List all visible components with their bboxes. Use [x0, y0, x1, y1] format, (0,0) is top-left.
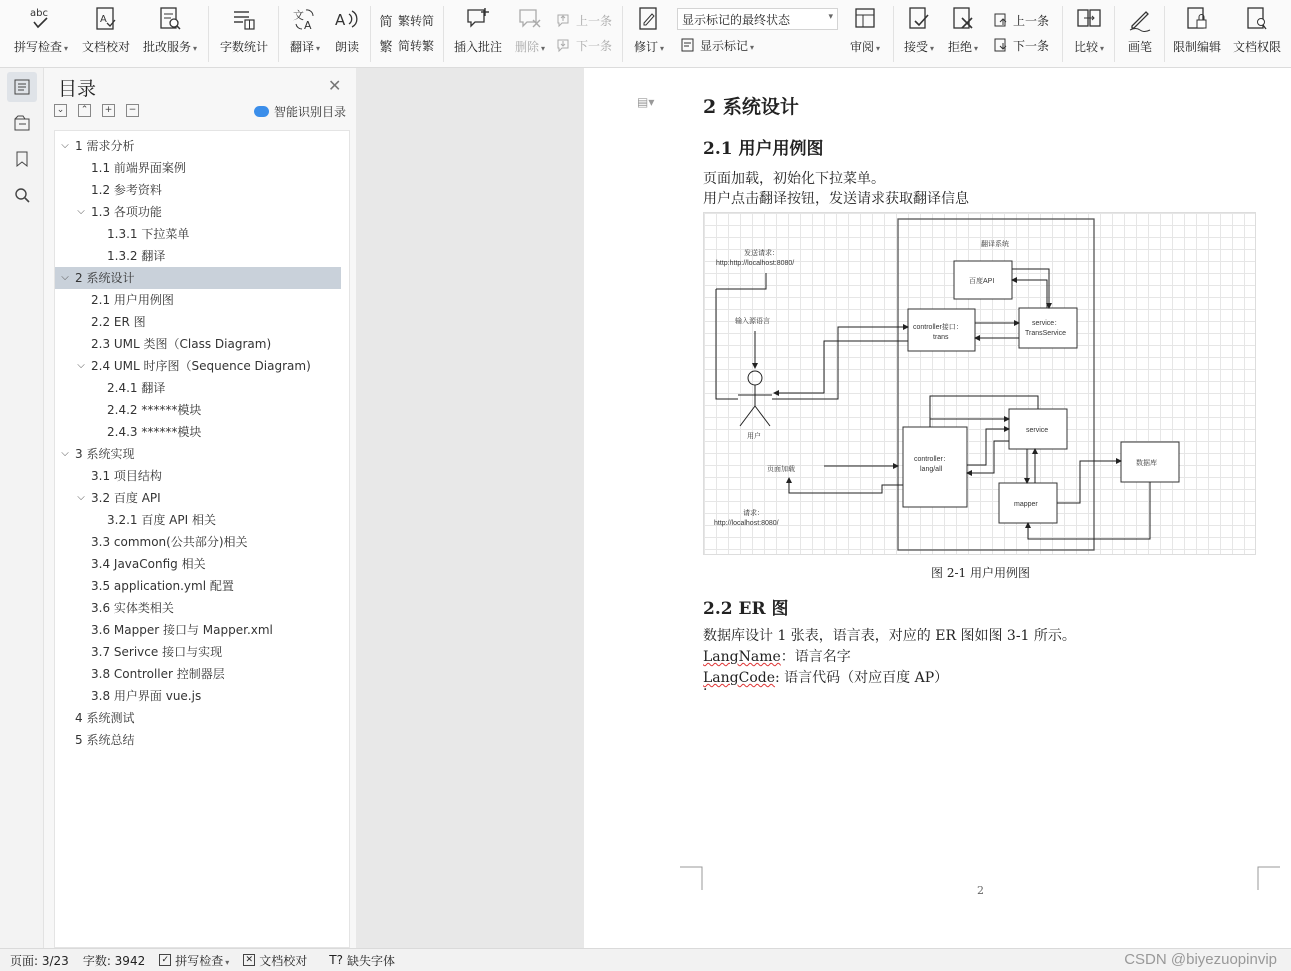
diagram-controller-trans-1: controller接口：: [913, 324, 963, 331]
next-comment-icon: [556, 37, 572, 53]
toc-item-label: 2.1 用户用例图: [91, 293, 174, 307]
expand-up-icon[interactable]: ⌃: [78, 104, 91, 117]
svg-text:A: A: [304, 19, 312, 32]
prev-change-icon: [993, 12, 1009, 28]
collapse-all-icon[interactable]: ⌄: [54, 104, 67, 117]
read-aloud-icon: [334, 4, 360, 34]
toc-item-label: 3.2.1 百度 API 相关: [107, 513, 216, 527]
toc-item-label: 2.4.3 ******模块: [107, 425, 202, 439]
heading-system-design: 2 系统设计: [703, 96, 799, 118]
toc-item-label: 3.6 实体类相关: [91, 601, 174, 615]
revise-button[interactable]: 修订 ▾: [630, 4, 668, 64]
toc-item[interactable]: [55, 223, 341, 245]
toc-item-label: 2.2 ER 图: [91, 315, 146, 329]
proof-icon: ✕: [243, 954, 255, 966]
page-corner-mark: [1256, 866, 1280, 890]
accept-icon: [906, 4, 932, 34]
paragraph-langname: [703, 646, 851, 666]
chevron-down-icon[interactable]: ⌵: [77, 206, 85, 217]
revise-icon: [636, 4, 662, 34]
prev-comment-button[interactable]: 上一条: [556, 9, 612, 31]
separator: [208, 6, 209, 62]
toc-item[interactable]: [55, 289, 341, 311]
toc-item[interactable]: [55, 135, 341, 157]
separator: [622, 6, 623, 62]
toc-item[interactable]: [55, 179, 341, 201]
toc-item-label: 1.3 各项功能: [91, 205, 162, 219]
chevron-down-icon[interactable]: ⌵: [61, 140, 69, 151]
status-bar: [0, 948, 1291, 971]
review-icon: [852, 4, 878, 34]
svg-text:文: 文: [293, 9, 304, 22]
diagram-input-lang: 输入源语言: [735, 318, 770, 325]
toc-item-label: 1.3.2 翻译: [107, 249, 166, 263]
trad-simp-icon: 简: [379, 14, 393, 30]
diagram-database: 数据库: [1136, 460, 1157, 467]
translate-button[interactable]: 文 A 翻译 ▾: [286, 4, 324, 64]
nav-icon-strip: [0, 68, 44, 948]
search-icon[interactable]: [7, 180, 37, 210]
toc-item-label: 4 系统测试: [75, 711, 135, 725]
diagram-baidu-api: 百度API: [969, 278, 995, 285]
show-marks-button[interactable]: 显示标记 ▾: [680, 34, 754, 56]
simp-trad-icon: 繁: [379, 39, 393, 55]
figure-caption: 图 2-1 用户用例图: [931, 566, 1030, 580]
review-button[interactable]: 审阅 ▾: [846, 4, 884, 64]
toc-item[interactable]: [55, 355, 341, 377]
toc-item-label: 1 需求分析: [75, 139, 135, 153]
toc-item-label: 1.2 参考资料: [91, 183, 162, 197]
diagram-system-title: 翻译系统: [981, 241, 1009, 248]
toc-item[interactable]: [55, 619, 341, 641]
paragraph-db-design: 数据库设计 1 张表，语言表，对应的 ER 图如图 3-1 所示。: [703, 628, 1076, 644]
separator: [1164, 6, 1165, 62]
diagram-service-trans-2: TransService: [1025, 330, 1066, 337]
missing-font-icon: T?: [329, 953, 343, 967]
diagram-service: service: [1026, 427, 1049, 434]
compare-button[interactable]: 比较 ▾: [1070, 4, 1108, 64]
restrict-edit-icon: [1184, 4, 1210, 34]
diagram-mapper: mapper: [1014, 501, 1038, 508]
diagram-controller-lang-1: controller：: [914, 456, 950, 463]
diagram-service-trans-1: service：: [1032, 320, 1062, 327]
chapter-nav-icon[interactable]: [7, 108, 37, 138]
toc-item[interactable]: [55, 377, 341, 399]
field-langname-desc: ：语言名字: [780, 649, 851, 665]
toc-item[interactable]: [55, 399, 341, 421]
delete-comment-icon: [517, 4, 543, 34]
toc-item[interactable]: [55, 465, 341, 487]
toc-item[interactable]: [55, 333, 341, 355]
accept-button[interactable]: 接受 ▾: [900, 4, 938, 64]
toc-item-label: 5 系统总结: [75, 733, 135, 747]
toc-item-label: 1.1 前端界面案例: [91, 161, 186, 175]
pen-button[interactable]: 画笔: [1122, 4, 1158, 64]
separator: [893, 6, 894, 62]
prev-change-button[interactable]: 上一条: [993, 9, 1049, 31]
toc-item-label: 3.4 JavaConfig 相关: [91, 557, 206, 571]
next-comment-button[interactable]: 下一条: [556, 34, 612, 56]
display-mode-select[interactable]: 显示标记的最终状态 ▾: [677, 8, 838, 30]
diagram-request-2: http://localhost:8080/: [714, 520, 779, 527]
ribbon-toolbar: [0, 0, 1291, 68]
batch-service-icon: [157, 4, 183, 34]
doc-permission-icon: [1244, 4, 1270, 34]
pen-icon: [1127, 4, 1153, 34]
toc-item[interactable]: [55, 597, 341, 619]
separator: [1114, 6, 1115, 62]
paragraph-translate-click: 用户点击翻译按钮，发送请求获取翻译信息: [703, 191, 969, 207]
page-number: 2: [977, 884, 984, 897]
toc-panel: [44, 68, 356, 948]
status-words[interactable]: 字数: 3942: [82, 953, 146, 968]
diagram-controller-trans-2: trans: [933, 334, 949, 341]
field-langname: LangName: [703, 649, 781, 665]
chevron-down-icon[interactable]: ⌵: [77, 360, 85, 371]
translate-icon: [292, 4, 318, 34]
diagram-request-1: 请求：: [743, 510, 764, 517]
toc-item-label: 3 系统实现: [75, 447, 135, 461]
toc-item[interactable]: [55, 531, 341, 553]
status-spell-check[interactable]: ✓ 拼写检查 ▾: [159, 952, 229, 969]
checkbox-icon: ✓: [159, 954, 171, 966]
page-corner-mark: [680, 866, 704, 890]
reject-icon: [950, 4, 976, 34]
toc-list: [54, 130, 350, 948]
toc-title: 目录: [58, 78, 97, 100]
toc-item[interactable]: [55, 311, 341, 333]
toc-item-label: 3.6 Mapper 接口与 Mapper.xml: [91, 623, 273, 637]
toc-item-label: 3.7 Serivce 接口与实现: [91, 645, 223, 659]
smart-toc-button[interactable]: 智能识别目录: [254, 103, 346, 120]
toc-item[interactable]: [55, 575, 341, 597]
bookmark-icon[interactable]: [7, 144, 37, 174]
spell-check-icon: [28, 4, 54, 34]
toc-item[interactable]: [55, 641, 341, 663]
toc-item[interactable]: [55, 157, 341, 179]
show-marks-icon: [680, 37, 696, 53]
next-change-button[interactable]: 下一条: [993, 34, 1049, 56]
paragraph-langcode: [703, 667, 948, 687]
toc-item[interactable]: [55, 443, 341, 465]
smart-ai-icon: [254, 106, 269, 117]
toc-item[interactable]: [55, 267, 341, 289]
batch-service-button[interactable]: 批改服务 ▾: [140, 4, 200, 64]
diagram-controller-lang-2: lang/all: [920, 466, 943, 473]
toc-item-label: 2.4 UML 时序图（Sequence Diagram): [91, 359, 311, 373]
toc-item[interactable]: [55, 509, 341, 531]
restrict-edit-button[interactable]: 限制编辑: [1170, 4, 1224, 64]
chevron-down-icon[interactable]: ⌵: [77, 492, 85, 503]
toc-item-label: 3.1 项目结构: [91, 469, 162, 483]
toc-item-label: 3.3 common(公共部分)相关: [91, 535, 248, 549]
heading-er-diagram: 2.2 ER 图: [703, 599, 789, 619]
toc-nav-icon[interactable]: [7, 72, 37, 102]
heading-use-case: 2.1 用户用例图: [703, 139, 824, 159]
word-count-icon: [231, 4, 257, 34]
doc-proof-button[interactable]: A 文档校对: [80, 4, 132, 64]
toc-item[interactable]: [55, 707, 341, 729]
toc-item[interactable]: [55, 553, 341, 575]
svg-text:A: A: [100, 14, 107, 25]
diagram-user: 用户: [747, 433, 761, 440]
diagram-page-load: 页面加载: [767, 466, 795, 473]
page-gutter: [356, 68, 584, 948]
toc-item-label: 2.4.1 翻译: [107, 381, 166, 395]
separator: [443, 6, 444, 62]
doc-proof-icon: [93, 4, 119, 34]
field-langcode-desc: : 语言代码（对应百度 AP）: [775, 670, 949, 686]
close-icon[interactable]: ✕: [328, 76, 342, 95]
word-count-button[interactable]: 字数统计: [218, 4, 270, 64]
toc-item[interactable]: [55, 685, 341, 707]
svg-text:A: A: [335, 11, 346, 29]
doc-permission-button[interactable]: 文档权限: [1230, 4, 1284, 64]
chevron-down-icon[interactable]: ⌵: [61, 272, 69, 283]
toc-item-label: 3.8 Controller 控制器层: [91, 667, 225, 681]
delete-comment-button[interactable]: 删除 ▾: [510, 4, 550, 64]
document-page: [584, 68, 1291, 948]
toc-item[interactable]: [55, 729, 341, 751]
toc-item-label: 3.8 用户界面 vue.js: [91, 689, 202, 703]
toc-item-label: 3.5 application.yml 配置: [91, 579, 234, 593]
toc-item[interactable]: [55, 487, 341, 509]
diagram-send-request-2: http:http://localhost:8080/: [716, 260, 795, 267]
status-page[interactable]: 页面: 3/23: [10, 953, 69, 968]
separator: [278, 6, 279, 62]
toc-item-label: 2 系统设计: [75, 271, 135, 285]
toc-item[interactable]: [55, 245, 341, 267]
svg-text:abc: abc: [30, 8, 48, 19]
paragraph-page-load: 页面加载，初始化下拉菜单。: [703, 171, 885, 187]
toc-item[interactable]: [55, 421, 341, 443]
separator: [370, 6, 371, 62]
watermark: CSDN @biyezuopinvip: [1124, 951, 1277, 968]
toc-item-label: 1.3.1 下拉菜单: [107, 227, 190, 241]
status-missing-font[interactable]: T? 缺失字体: [329, 953, 395, 968]
toc-item-label: 2.3 UML 类图（Class Diagram): [91, 337, 272, 351]
toc-item-label: 3.2 百度 API: [91, 491, 161, 505]
spell-check-button[interactable]: abc 拼写检查 ▾: [10, 4, 72, 64]
toc-tools: [54, 104, 139, 117]
field-langcode: LangCode: [703, 670, 776, 686]
read-aloud-button[interactable]: A 朗读: [330, 4, 364, 64]
use-case-diagram[interactable]: [703, 212, 1256, 555]
paragraph-bullet: ·: [703, 682, 708, 698]
insert-comment-button[interactable]: 插入批注: [452, 4, 504, 64]
chevron-down-icon[interactable]: ⌵: [61, 448, 69, 459]
simp-to-trad-button[interactable]: 繁 简转繁: [379, 38, 435, 55]
trad-to-simp-button[interactable]: 简 繁转简: [379, 13, 435, 30]
remove-heading-icon[interactable]: −: [126, 104, 139, 117]
next-change-icon: [993, 37, 1009, 53]
toc-item[interactable]: [55, 201, 341, 223]
compare-icon: [1076, 4, 1102, 34]
add-heading-icon[interactable]: +: [102, 104, 115, 117]
paragraph-options-icon[interactable]: ▤▾: [637, 95, 655, 109]
insert-comment-icon: [465, 4, 491, 34]
separator: [1062, 6, 1063, 62]
prev-comment-icon: [556, 12, 572, 28]
toc-item-label: 2.4.2 ******模块: [107, 403, 202, 417]
status-doc-proof[interactable]: ✕ 文档校对: [243, 952, 307, 969]
reject-button[interactable]: 拒绝 ▾: [944, 4, 982, 64]
toc-item[interactable]: [55, 663, 341, 685]
diagram-send-request-1: 发送请求：: [744, 250, 779, 257]
